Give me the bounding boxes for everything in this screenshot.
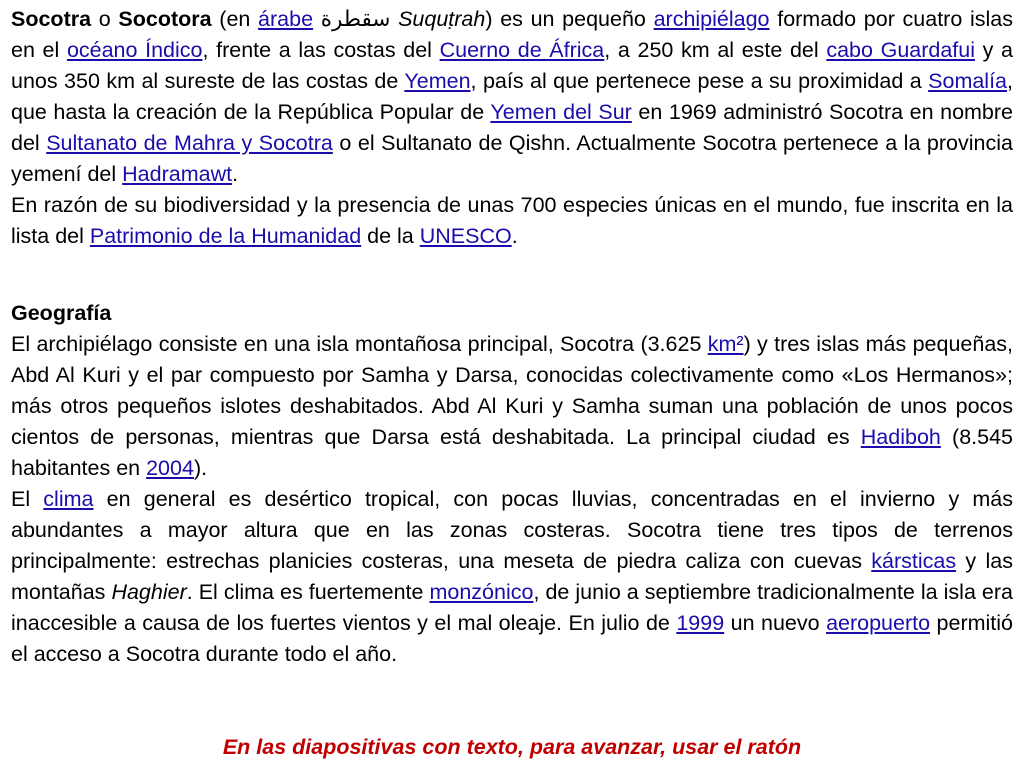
link-cabo-guardafui[interactable]: cabo Guardafui — [826, 38, 976, 62]
link-hadiboh[interactable]: Hadiboh — [860, 425, 941, 449]
text-span: un nuevo — [724, 611, 827, 635]
link-1999[interactable]: 1999 — [676, 611, 725, 635]
text-span: (en — [211, 7, 259, 31]
link-yemen[interactable]: Yemen — [404, 69, 471, 93]
text-span: , de junio a septiembre tradicionalmente la isla era inaccesible a causa de los fuertes vientos y el mal oleaje. En julio de — [11, 580, 1013, 635]
text-span: , país al que pertenece pese a su proximidad a — [470, 69, 929, 93]
arabic-name: سقطرة — [313, 7, 399, 31]
link-archipielago[interactable]: archipiélago — [653, 7, 770, 31]
text-span: y a unos 350 km al sureste de las costas de — [11, 38, 1014, 93]
link-hadramawt[interactable]: Hadramawt — [122, 162, 233, 186]
term-socotora: Socotora — [118, 7, 212, 31]
link-yemen-del-sur[interactable]: Yemen del Sur — [490, 100, 632, 124]
term-haghier: Haghier — [111, 580, 187, 604]
text-span: . — [232, 162, 239, 186]
text-span: . El clima es fuertemente — [186, 580, 430, 604]
text-span: en general es desértico tropical, con pocas lluvias, concentradas en el invierno y más abundantes a mayor altura que en las zonas costeras. Socotra tiene tres tipos de terrenos principalmente: estrechas planicies costeras, una meseta de piedra caliza con cuevas — [11, 487, 1013, 573]
transliteration: Suquṭrah — [398, 7, 486, 31]
term-socotra: Socotra — [11, 7, 92, 31]
link-monzonico[interactable]: monzónico — [429, 580, 534, 604]
text-span: , frente a las costas del — [202, 38, 440, 62]
text-span: . — [511, 224, 518, 248]
link-karsticas[interactable]: kársticas — [871, 549, 957, 573]
link-cuerno-de-africa[interactable]: Cuerno de África — [439, 38, 605, 62]
link-somalia[interactable]: Somalía — [928, 69, 1008, 93]
link-oceano-indico[interactable]: océano Índico — [66, 38, 203, 62]
geografia-paragraph-1 — [11, 329, 1013, 484]
text-span: permitió el acceso a Socotra durante todo el año. — [11, 611, 1013, 666]
intro-paragraph-1 — [11, 4, 1013, 190]
text-span: , a 250 km al este del — [604, 38, 827, 62]
text-span: El archipiélago consiste en una isla montañosa principal, Socotra (3.625 — [11, 332, 708, 356]
text-span: o el Sultanato de Qishn. Actualmente Socotra pertenece a la provincia yemení del — [11, 131, 1013, 186]
text-span: ) es un pequeño — [485, 7, 654, 31]
geografia-paragraph-2 — [11, 484, 1013, 670]
text-span: ). — [193, 456, 208, 480]
slide-content — [11, 4, 1013, 670]
text-span: El — [11, 487, 44, 511]
text-span: de la — [361, 224, 420, 248]
section-heading-geografia: Geografía — [11, 301, 112, 325]
text-span: en 1969 administró Socotra en nombre del — [11, 100, 1014, 155]
link-km2[interactable]: km² — [707, 332, 744, 356]
intro-paragraph-2 — [11, 190, 1013, 252]
text-span: o — [91, 7, 119, 31]
text-span: En razón de su biodiversidad y la presencia de unas 700 especies únicas en el mundo, fue inscrita en la lista del — [11, 193, 1013, 248]
footer-instruction: En las diapositivas con texto, para avanzar, usar el ratón — [222, 735, 802, 759]
text-span: (8.545 habitantes en — [11, 425, 1013, 480]
text-span: formado por cuatro islas en el — [11, 7, 1013, 62]
text-span: ) y tres islas más pequeñas, Abd Al Kuri y el par compuesto por Samha y Darsa, conocidas colectivamente como «Los Hermanos»; más otros pequeños islotes deshabitados. Abd Al Kuri y Samha suman una población de unos pocos cientos de personas, mientras que Darsa está deshabitada. La principal ciudad es — [11, 332, 1014, 449]
link-2004[interactable]: 2004 — [146, 456, 194, 480]
text-span: y las montañas — [11, 549, 1013, 604]
link-sultanato-mahra[interactable]: Sultanato de Mahra y Socotra — [46, 131, 333, 155]
link-clima[interactable]: clima — [43, 487, 94, 511]
link-patrimonio-humanidad[interactable]: Patrimonio de la Humanidad — [89, 224, 362, 248]
link-arabe[interactable]: árabe — [258, 7, 314, 31]
section-spacer — [11, 252, 1013, 298]
text-span: , que hasta la creación de la República Popular de — [11, 69, 1013, 124]
link-aeropuerto[interactable]: aeropuerto — [826, 611, 931, 635]
link-unesco[interactable]: UNESCO — [419, 224, 512, 248]
